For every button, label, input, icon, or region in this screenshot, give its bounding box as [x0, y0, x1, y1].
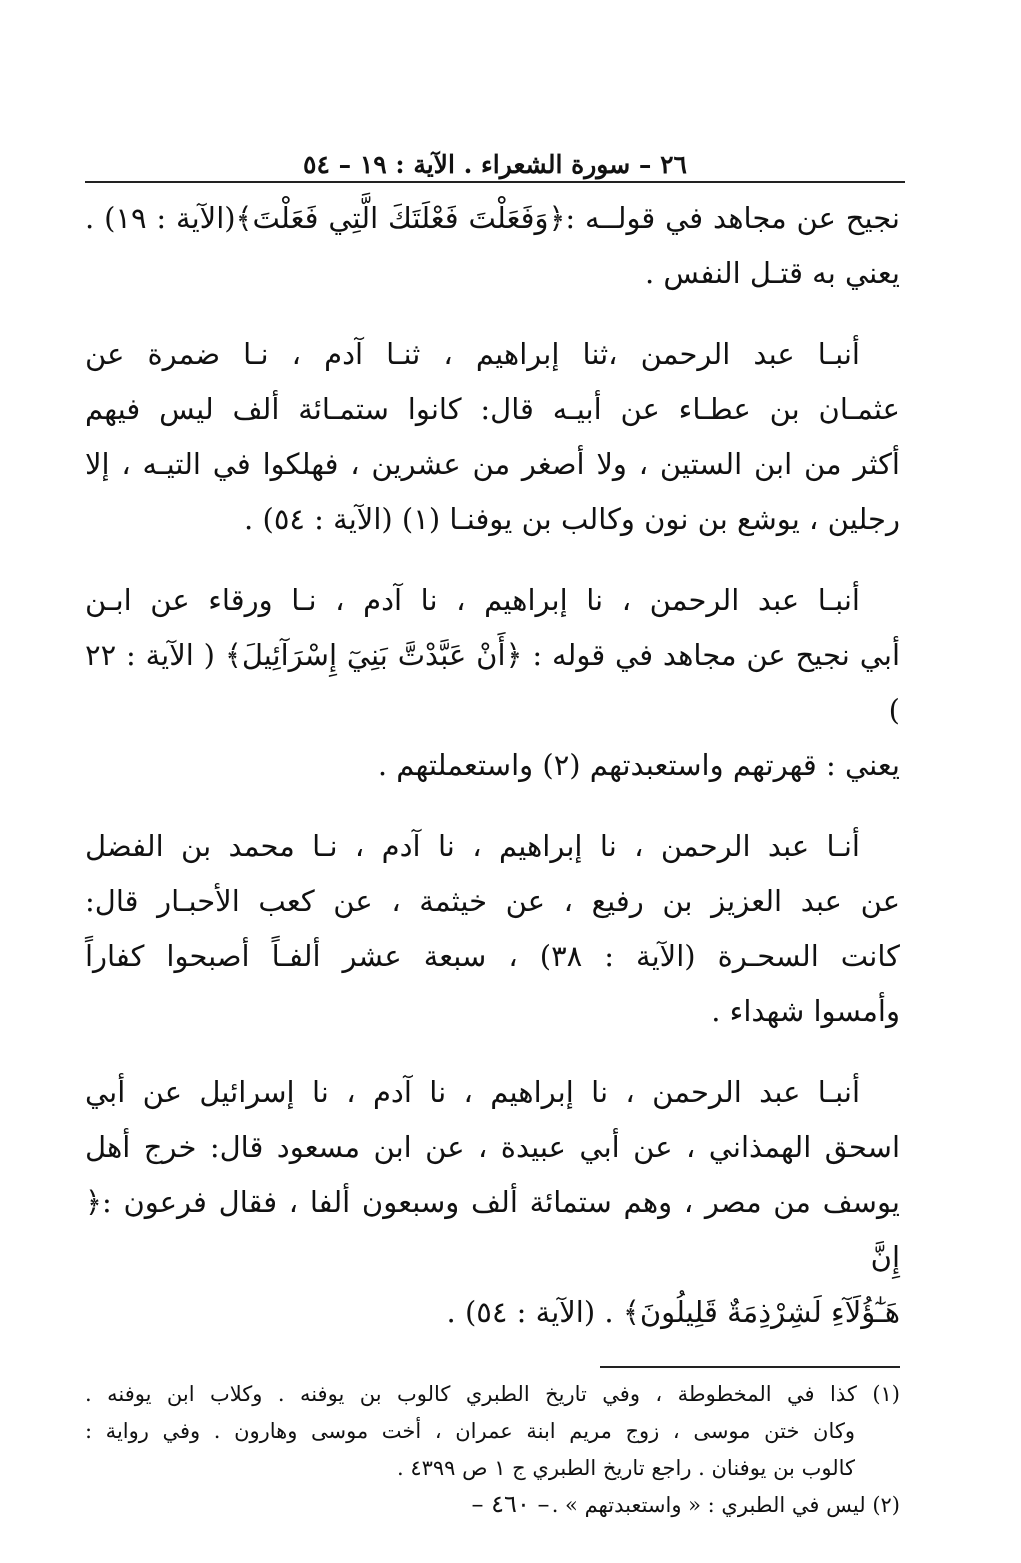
footnote-divider	[600, 1366, 900, 1368]
page-number: – ٤٦٠ –	[471, 1490, 550, 1518]
paragraph-1	[85, 191, 900, 301]
text-line: يعني به قتـل النفس .	[644, 256, 900, 290]
text-line: أنبـا عبد الرحمن ،ثنا إبراهيم ، ثنـا آدم ، نـا ضمرة عن	[85, 337, 860, 371]
footnote-line: كالوب بن يوفنان . راجع تاريخ الطبري ج ١ ص ٤٣٩٩ .	[396, 1456, 855, 1480]
paragraph-2	[85, 327, 900, 547]
text-line: كانت السحـرة (الآية : ٣٨) ، سبعة عشر ألفـاً أصبحوا كفاراً	[85, 939, 900, 973]
text-line: هَـٰٓؤُلَآءِ لَشِرْذِمَةٌ قَلِيلُونَ﴾ . (الآية : ٥٤) .	[446, 1295, 900, 1329]
paragraph-3	[85, 573, 900, 793]
text-line: يعني : قهرتهم واستعبدتهم (٢) واستعملتهم .	[377, 748, 900, 782]
footnote-line: (١) كذا في المخطوطة ، وفي تاريخ الطبري كالوب بن يوفنه . وكلاب ابن يوفنه .	[85, 1382, 900, 1406]
footnote-1	[85, 1376, 900, 1487]
footnote-line: وكان ختن موسى ، زوج مريم ابنة عمران ، أخت موسى وهارون . وفي رواية :	[85, 1419, 855, 1443]
text-line: أبي نجيح عن مجاهد في قوله : ﴿أَنْ عَبَّدْتَّ بَنِيٓ إِسْرَآئِيلَ﴾ ( الآية : ٢٢ )	[85, 638, 900, 727]
text-line: يوسف من مصر ، وهم ستمائة ألف وسبعون ألفا ، فقال فرعون :﴿ إِنَّ	[85, 1185, 900, 1274]
text-line: أكثر من ابن الستين ، ولا أصغر من عشرين ، فهلكوا في التيـه ، إلا	[85, 447, 900, 481]
text-line: عن عبد العزيز بن رفيع ، عن خيثمة ، عن كعب الأحبـار قال:	[85, 884, 900, 918]
text-line: عثمـان بن عطـاء عن أبيـه قال: كانوا ستمـائة ألف ليس فيهم	[85, 392, 900, 426]
paragraph-5	[85, 1065, 900, 1340]
main-text	[85, 191, 900, 1340]
footnote-line: (٢) ليس في الطبري : « واستعبدتهم » .	[551, 1493, 900, 1517]
text-line: نجيح عن مجاهد في قولــه :﴿وَفَعَلْتَ فَعْلَتَكَ الَّتِي فَعَلْتَ﴾(الآية : ١٩) .	[85, 201, 900, 235]
paragraph-4	[85, 819, 900, 1039]
text-line: رجلين ، يوشع بن نون وكالب بن يوفنـا (١) (الآية : ٥٤) .	[244, 502, 900, 536]
running-header: ٢٦ – سورة الشعراء . الآية : ١٩ – ٥٤	[85, 150, 905, 183]
text-line: وأمسوا شهداء .	[711, 994, 900, 1028]
text-line: أنبـا عبد الرحمن ، نا إبراهيم ، نا آدم ، نـا ورقاء عن ابـن	[85, 583, 860, 617]
page	[85, 150, 915, 1524]
text-line: أنبـا عبد الرحمن ، نا إبراهيم ، نا آدم ، نا إسرائيل عن أبي	[85, 1075, 860, 1109]
text-line: أنـا عبد الرحمن ، نا إبراهيم ، نا آدم ، نـا محمد بن الفضل	[85, 829, 860, 863]
text-line: اسحق الهمذاني ، عن أبي عبيدة ، عن ابن مسعود قال: خرج أهل	[85, 1130, 900, 1164]
